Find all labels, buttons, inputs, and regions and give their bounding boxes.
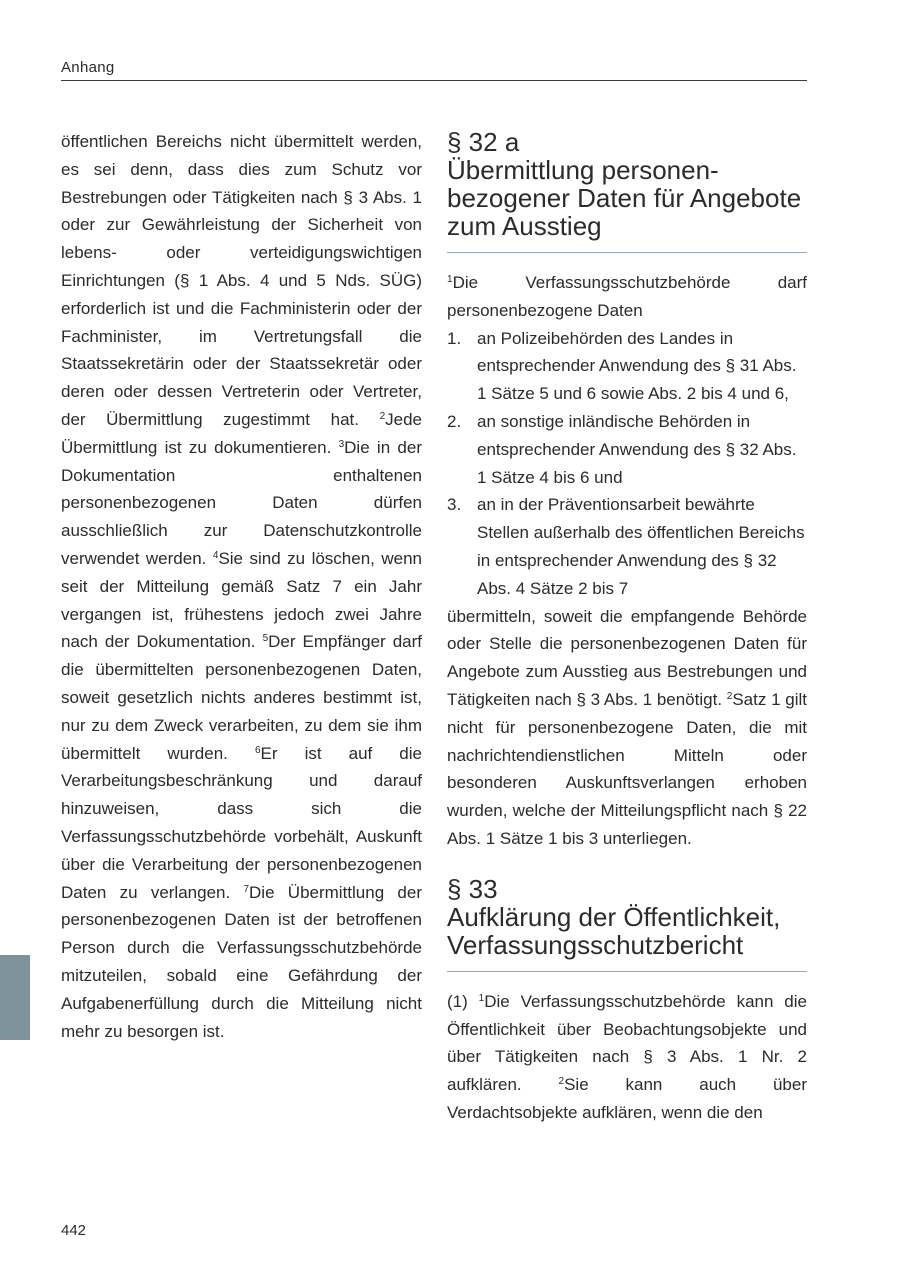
section-paragraph (447, 988, 807, 1127)
sentence: Die Verfassungsschutzbehörde kann die Öffentlichkeit über Beobachtungsobjekte und über Tätigkeiten nach § 3 Abs. 1 Nr. 2 aufklären. (447, 991, 807, 1095)
sentence-number: 5 (262, 633, 269, 645)
section-number: § 32 a (447, 127, 520, 157)
left-column (61, 128, 422, 1045)
sentence-number: 7 (243, 883, 250, 895)
list-item-text: an sonstige inländische Behörden in entsprechender Anwendung des § 32 Abs. 1 Sätze 4 bis 6 und (477, 411, 797, 487)
list-item (447, 325, 807, 408)
section-outro (447, 603, 807, 853)
section-title-line: Verfassungsschutzbericht (447, 929, 744, 960)
sentence: Jede Übermittlung ist zu dokumentieren. (61, 409, 422, 457)
numbered-list (447, 325, 807, 603)
sentence-number: 3 (338, 438, 345, 450)
sentence-number: 2 (726, 690, 733, 702)
page-number: 442 (61, 1222, 87, 1239)
sentence-number: 2 (558, 1076, 565, 1088)
sentence: Die Verfassungsschutzbehörde darf personenbezogene Daten (447, 273, 807, 320)
list-item-text: an in der Präventionsarbeit bewährte Stellen außerhalb des öffentlichen Bereichs in entsprechender Anwendung des § 32 Abs. 4 Sätze 2 bis 7 (477, 495, 805, 598)
paragraph-label: (1) (447, 991, 479, 1011)
sentence: übermitteln, soweit die empfangende Behörde oder Stelle die personenbezogenen Daten für Angebote zum Ausstieg aus Bestrebungen und Tätigkeiten nach § 3 Abs. 1 benötigt. (447, 606, 807, 709)
sentence: Satz 1 gilt nicht für personenbezogene Daten, die mit nachrichtendienstlichen Mitteln oder besonderen Auskunftsverlangen erhoben wurden, welche der Mitteilungspflicht nach § 22 Abs. 1 Sätze 1 bis 3 unterliegen. (447, 689, 807, 848)
sentence: öffentlichen Bereichs nicht übermittelt werden, es sei denn, dass dies zum Schutz vor Bestrebungen oder Tätigkeiten nach § 3 Abs. 1 oder zur Gewährleistung der Sicherheit von lebens- oder verteidigungswichtigen Einrichtungen (§ 1 Abs. 4 und 5 Nds. SÜG) erforderlich ist und die Fachministerin oder der Fachminister, im Vertretungsfall die Staatssekretärin oder der Staatssekretär oder deren oder dessen Vertreterin oder Vertreter, der Übermittlung zugestimmt hat. (61, 132, 422, 429)
section-heading-32a (447, 128, 807, 253)
list-number: 2. (447, 411, 462, 431)
sentence-number: 1 (447, 274, 453, 285)
list-number: 3. (447, 495, 462, 515)
section-title-line: bezogener Daten für Angebote (447, 183, 802, 213)
sentence-number: 1 (478, 992, 485, 1004)
sentence: Die Übermittlung der personenbezogenen Daten ist der betroffenen Person durch die Verfassungsschutzbehörde mitzuteilen, sobald eine Gefährdung der Aufgabenerfüllung durch die Mitteilung nicht mehr zu besorgen ist. (61, 882, 422, 1041)
thumb-index-tab (0, 955, 30, 1040)
list-item (447, 491, 807, 602)
sentence-number: 4 (212, 549, 219, 561)
running-header: Anhang (61, 58, 807, 81)
sentence: Die in der Dokumentation enthaltenen personenbezogenen Daten dürfen ausschließlich zur Datenschutzkontrolle verwendet werden. (61, 437, 423, 568)
list-item (447, 408, 807, 491)
sentence: Der Empfänger darf die übermittelten personenbezogenen Daten, soweit gesetzlich nichts anderes bestimmt ist, nur zu dem Zweck verarbeiten, zu dem sie ihm übermittelt wurden. (61, 632, 423, 763)
right-column (447, 128, 807, 1127)
section-heading-33 (447, 875, 807, 972)
section-intro (447, 269, 807, 325)
sentence: Sie kann auch über Verdachtsobjekte aufklären, wenn die den (447, 1075, 807, 1122)
section-title-line: Aufklärung der Öffentlichkeit, (447, 901, 781, 932)
sentence-number: 6 (254, 744, 261, 756)
sentence-number: 2 (379, 410, 386, 422)
sentence: Er ist auf die Verarbeitungsbeschränkung und darauf hinzuweisen, dass sich die Verfassungsschutzbehörde vorbehält, Auskunft über die Verarbeitung der personenbezogenen Daten zu verlangen. (61, 743, 422, 902)
section-title-line: Übermittlung personen- (447, 155, 719, 185)
list-item-text: an Polizeibehörden des Landes in entsprechender Anwendung des § 31 Abs. 1 Sätze 5 und 6 sowie Abs. 2 bis 4 und 6, (477, 328, 797, 404)
section-number: § 33 (447, 873, 498, 904)
body-paragraph (61, 128, 422, 1045)
sentence: Sie sind zu löschen, wenn seit der Mitteilung gemäß Satz 7 ein Jahr vergangen ist, frühestens jedoch zwei Jahre nach der Dokumentation. (61, 548, 422, 652)
list-number: 1. (447, 328, 462, 348)
section-title-line: zum Ausstieg (447, 211, 602, 241)
